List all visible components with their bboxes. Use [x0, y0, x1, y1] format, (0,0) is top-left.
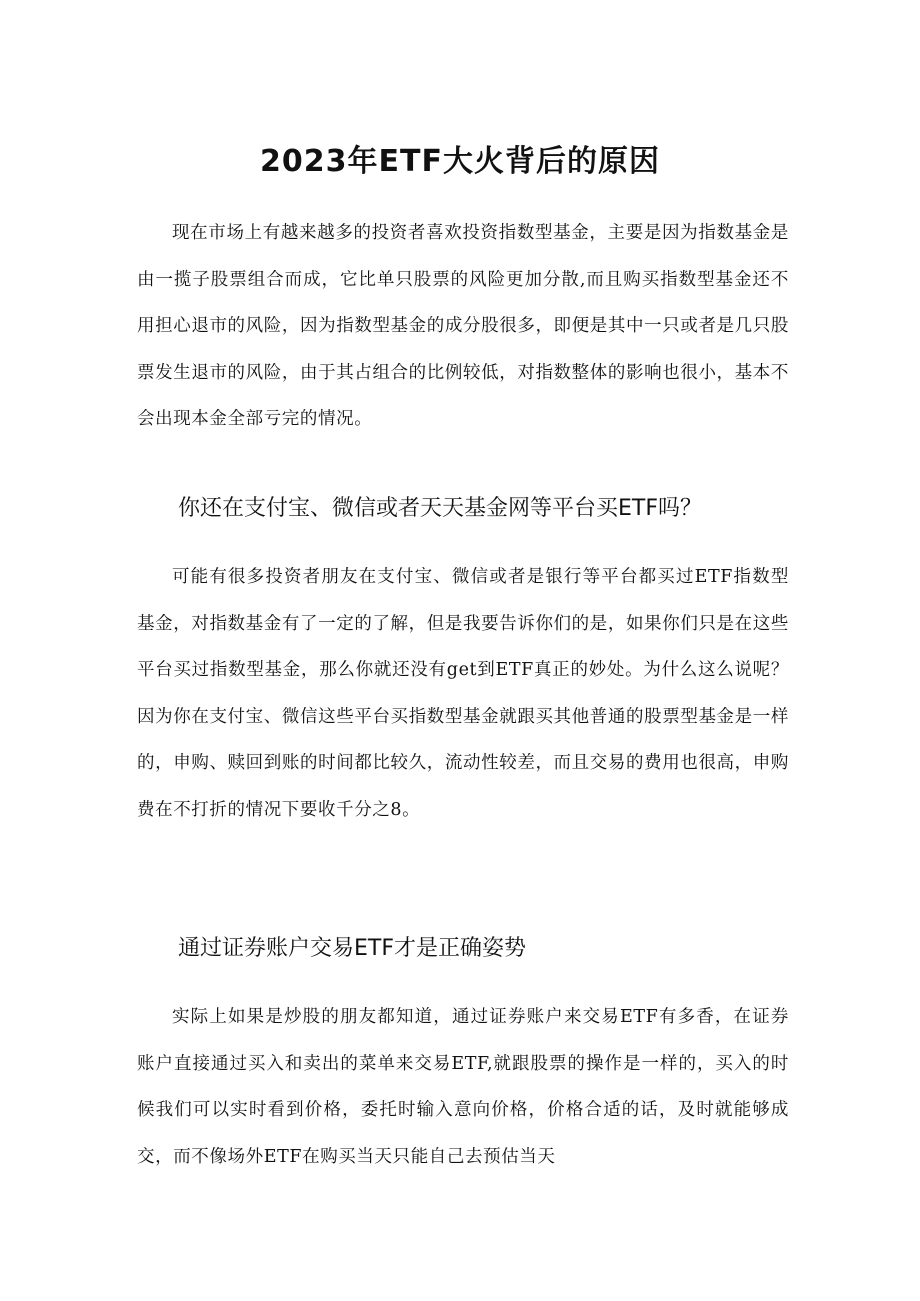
- document-title: 2023年ETF大火背后的原因: [260, 144, 660, 179]
- section-heading-platforms: 你还在支付宝、微信或者天天基金网等平台买ETF吗？: [178, 496, 702, 521]
- paragraph-intro: 现在市场上有越来越多的投资者喜欢投资指数型基金，主要是因为指数基金是由一揽子股票组合而成，它比单只股票的风险更加分散,而且购买指数型基金还不用担心退市的风险，因为指数型基金的成分股很多，即便是其中一只或者是几只股票发生退市的风险，由于其占组合的比例较低，对指数整体的影响也很小，基本不会出现本金全部亏完的情况。: [137, 223, 789, 429]
- paragraph-securities-account: 实际上如果是炒股的朋友都知道，通过证券账户来交易ETF有多香，在证券账户直接通过买入和卖出的菜单来交易ETF,就跟股票的操作是一样的，买入的时候我们可以实时看到价格，委托时输入意向价格，价格合适的话，及时就能够成交，而不像场外ETF在购买当天只能自己去预估当天: [137, 1007, 789, 1167]
- paragraph-platforms: 可能有很多投资者朋友在支付宝、微信或者是银行等平台都买过ETF指数型基金，对指数基金有了一定的了解，但是我要告诉你们的是，如果你们只是在这些平台买过指数型基金，那么你就还没有get到ETF真正的妙处。为什么这么说呢？因为你在支付宝、微信这些平台买指数型基金就跟买其他普通的股票型基金是一样的，申购、赎回到账的时间都比较久，流动性较差，而且交易的费用也很高，申购费在不打折的情况下要收千分之8。: [137, 567, 789, 820]
- section-heading-securities-account: 通过证券账户交易ETF才是正确姿势: [178, 936, 526, 961]
